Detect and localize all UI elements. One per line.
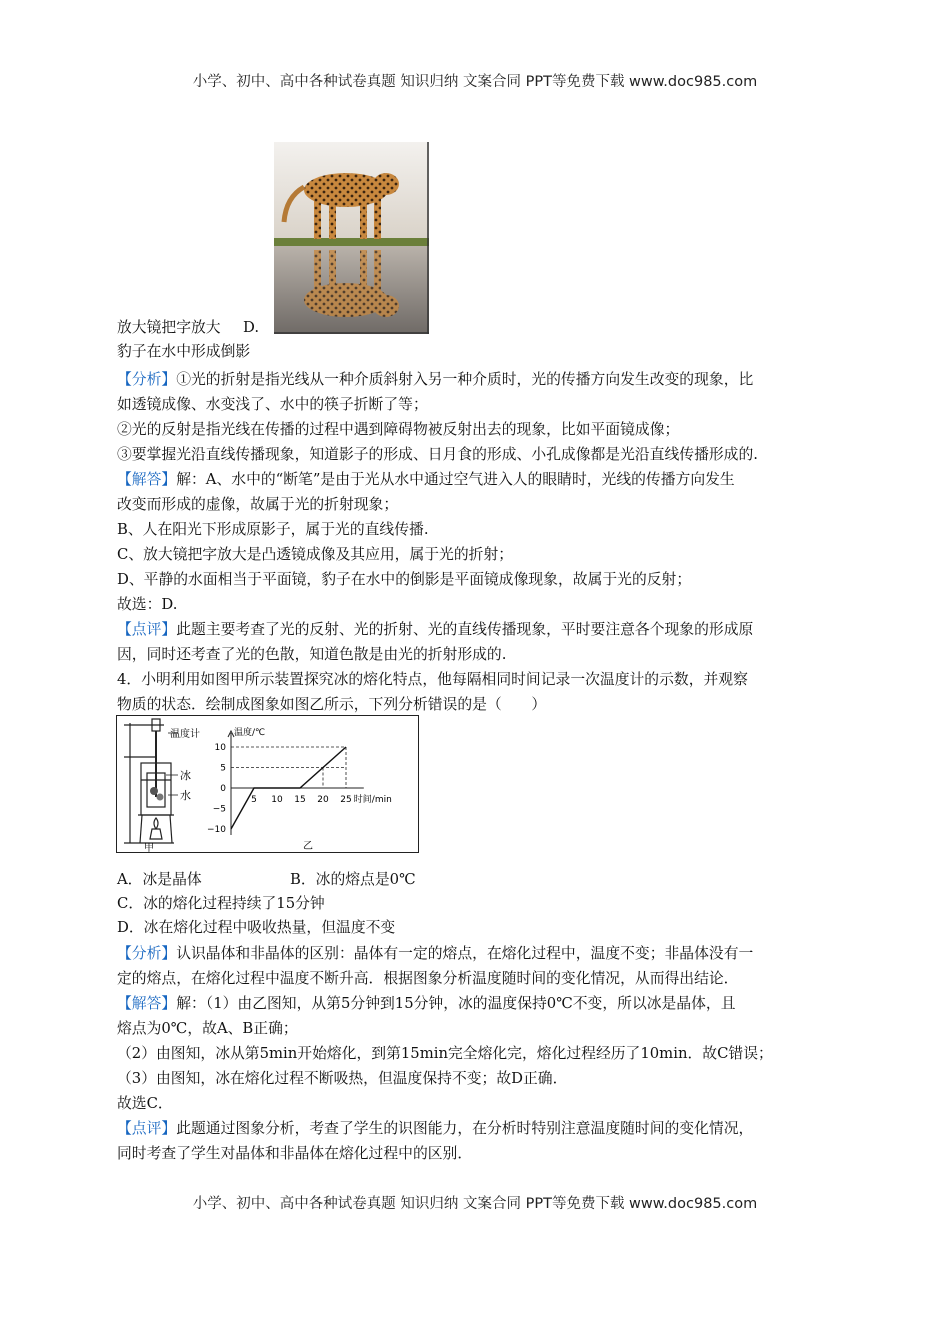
q4-answer-line-4: （3）由图知，冰在熔化过程不断吸热，但温度保持不变；故D正确． (117, 1070, 568, 1087)
caption-yi: 乙 (303, 841, 313, 852)
x-tick-label: 5 (251, 795, 257, 805)
q4-comment-line-1 (117, 1119, 753, 1139)
option-c-label: 放大镜把字放大 (117, 319, 221, 336)
analysis-text: 认识晶体和非晶体的区别：晶体有一定的熔点，在熔化过程中，温度不变；非晶体没有一 (176, 945, 754, 962)
q4-option-a: A．冰是晶体 (117, 871, 202, 888)
q4-option-d: D．冰在熔化过程中吸收热量，但温度不变 (117, 919, 396, 936)
x-tick-label: 20 (317, 795, 329, 805)
x-axis-label: 时间/min (353, 795, 392, 805)
q3-option-c-text (117, 318, 539, 338)
page-header: 小学、初中、高中各种试卷真题 知识归纳 文案合同 PPT等免费下载 www.doc985.com (192, 74, 758, 90)
y-tick-label: 10 (214, 743, 226, 753)
q3-analysis-line-4: ③要掌握光沿直线传播现象，知道影子的形成、日月食的形成、小孔成像都是光沿直线传播形成的. (117, 446, 758, 463)
q3-analysis-line-2: 如透镜成像、水变浅了、水中的筷子折断了等； (117, 396, 428, 413)
leopard-reflection-photo (274, 142, 429, 334)
analysis-tag: 【分析】 (117, 945, 177, 962)
q4-option-c: C．冰的熔化过程持续了15分钟 (117, 895, 325, 912)
q3-comment-line-1 (117, 620, 753, 640)
q3-answer-line-4: C、放大镜把字放大是凸透镜成像及其应用，属于光的折射； (117, 546, 514, 563)
q4-answer-line-3: （2）由图知，冰从第5min开始熔化，到第15min完全熔化完，熔化过程经历了10min．故C错误； (117, 1045, 773, 1062)
q3-answer-line-3: B、人在阳光下形成原影子，属于光的直线传播. (117, 521, 429, 538)
analysis-text: ①光的折射是指光线从一种介质斜射入另一种介质时，光的传播方向发生改变的现象，比 (176, 371, 754, 388)
y-tick-label: 5 (220, 763, 226, 774)
q4-option-b: B．冰的熔点是0℃ (290, 871, 416, 888)
y-tick-label: −5 (212, 804, 226, 815)
x-tick-label: 10 (271, 795, 283, 805)
comment-text: 此题通过图象分析，考查了学生的识图能力，在分析时特别注意温度随时间的变化情况， (176, 1120, 754, 1137)
q4-answer-line-2: 熔点为0℃，故A、B正确； (117, 1020, 298, 1037)
option-d-caption: 豹子在水中形成倒影 (117, 343, 251, 360)
ice-piece-icon (150, 787, 158, 795)
q4-answer-line-1 (117, 994, 736, 1014)
thermometer-label: 温度计 (170, 729, 200, 740)
caption-jia: 甲 (144, 843, 154, 853)
option-d-letter: D. (243, 319, 260, 336)
q4-stem-line-1: 4．小明利用如图甲所示装置探究冰的熔化特点，他每隔相同时间记录一次温度计的示数，并观察 (117, 671, 748, 688)
y-axis-label: 温度/℃ (234, 728, 266, 738)
q4-analysis-line-1 (117, 944, 753, 964)
q3-answer-line-1 (117, 470, 735, 490)
ice-piece-icon-2 (157, 794, 164, 801)
q3-analysis-line-3: ②光的反射是指光线在传播的过程中遇到障碍物被反射出去的现象，比如平面镜成像； (117, 421, 680, 438)
q4-comment-line-2: 同时考查了学生对晶体和非晶体在熔化过程中的区别． (117, 1145, 473, 1162)
ice-label: 冰 (180, 769, 191, 782)
x-tick-label: 25 (340, 795, 352, 805)
answer-tag: 【解答】 (117, 995, 177, 1012)
q3-analysis-line-1 (117, 370, 753, 390)
answer-text: 解：（1）由乙图知，从第5分钟到15分钟，冰的温度保持0℃不变，所以冰是晶体，且 (176, 995, 736, 1012)
q4-diagram (116, 715, 419, 853)
q3-answer-line-5: D、平静的水面相当于平面镜，豹子在水中的倒影是平面镜成像现象，故属于光的反射； (117, 571, 692, 588)
comment-tag: 【点评】 (117, 1120, 177, 1137)
y-tick-label: 0 (220, 784, 226, 794)
q3-answer-line-2: 改变而形成的虚像，故属于光的折射现象； (117, 496, 399, 513)
x-tick-label: 15 (294, 795, 306, 805)
q4-analysis-line-2: 定的熔点，在熔化过程中温度不断升高．根据图象分析温度随时间的变化情况，从而得出结论． (117, 970, 739, 987)
q3-answer-line-6: 故选：D. (117, 596, 178, 613)
comment-tag: 【点评】 (117, 621, 177, 638)
water-label: 水 (180, 789, 191, 802)
answer-tag: 【解答】 (117, 471, 177, 488)
analysis-tag: 【分析】 (117, 371, 177, 388)
q4-stem-line-2: 物质的状态．绘制成图象如图乙所示，下列分析错误的是（ ） (117, 696, 547, 713)
answer-text: 解：A、水中的“断笔”是由于光从水中通过空气进入人的眼睛时，光线的传播方向发生 (176, 471, 735, 488)
page-footer: 小学、初中、高中各种试卷真题 知识归纳 文案合同 PPT等免费下载 www.doc985.com (192, 1196, 758, 1212)
comment-text: 此题主要考查了光的反射、光的折射、光的直线传播现象，平时要注意各个现象的形成原 (176, 621, 754, 638)
q4-answer-line-5: 故选C． (117, 1095, 173, 1112)
q3-comment-line-2: 因，同时还考查了光的色散，知道色散是由光的折射形成的. (117, 646, 507, 663)
y-tick-label: −10 (207, 825, 226, 835)
